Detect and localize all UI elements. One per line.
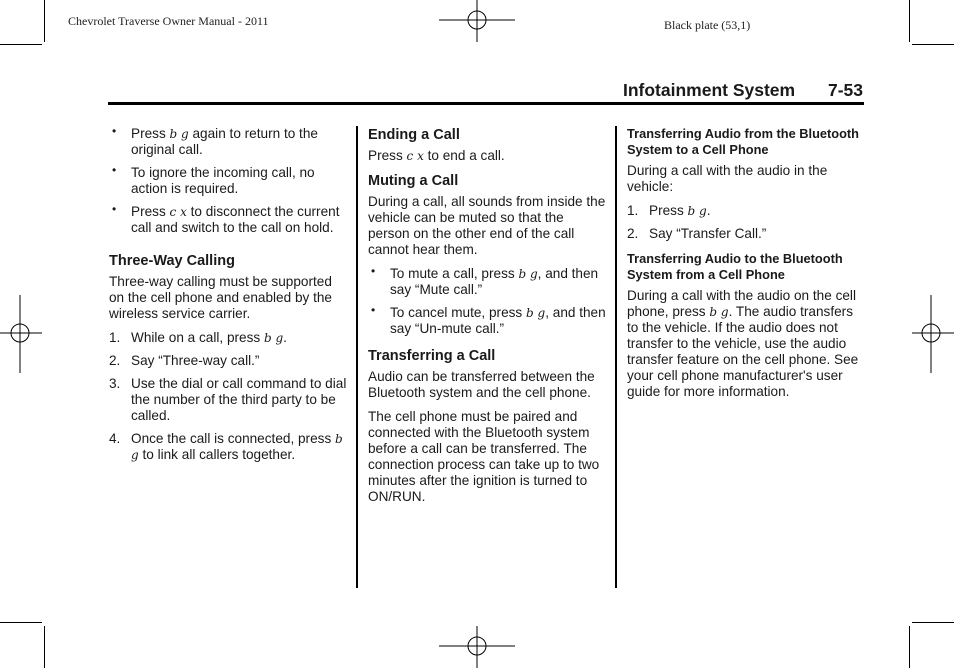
registration-mark-bottom	[437, 626, 517, 668]
crop-mark	[912, 622, 954, 623]
phone-voice-icon: b g	[263, 331, 284, 345]
plate-label: Black plate (53,1)	[664, 18, 751, 32]
crop-mark	[909, 626, 910, 668]
registration-mark-top	[437, 0, 517, 42]
phone-voice-icon: b g	[526, 306, 546, 320]
column-2	[368, 126, 606, 513]
paragraph: Press c x to end a call.	[368, 148, 505, 163]
bullet-marker: •	[112, 163, 117, 177]
end-call-icon: c x	[169, 205, 187, 219]
paragraph: During a call with the audio in the vehicle:	[627, 163, 828, 194]
header-rule	[108, 102, 864, 105]
bullet-marker: •	[371, 264, 376, 278]
paragraph: The cell phone must be paired and connected with the Bluetooth system before a call can be transferred. The connection process can take up to two minutes after the ignition is turned to ON/RUN.	[368, 409, 600, 504]
page-number: 7-53	[827, 80, 863, 100]
bullet-marker: •	[112, 124, 117, 138]
numbered-step: 1. Press b g.	[627, 203, 711, 218]
bullet-marker: •	[371, 303, 376, 317]
bullet-item: • Press c x to disconnect the current call and switch to the call on hold.	[112, 202, 340, 235]
numbered-step: 2. Say “Transfer Call.”	[627, 226, 767, 241]
heading-transferring-a-call: Transferring a Call	[368, 348, 496, 364]
section-title: Infotainment System	[622, 80, 796, 100]
heading-muting-a-call: Muting a Call	[368, 173, 459, 189]
column-divider	[615, 126, 617, 588]
crop-mark	[44, 626, 45, 668]
bullet-item: • To ignore the incoming call, no action is required.	[112, 163, 315, 196]
column-divider	[356, 126, 358, 588]
phone-voice-icon: b g	[709, 305, 729, 319]
heading-transfer-to-bluetooth: Transferring Audio to the Bluetooth System from a Cell Phone	[627, 251, 843, 282]
manual-title: Chevrolet Traverse Owner Manual - 2011	[68, 14, 269, 28]
heading-transfer-to-phone: Transferring Audio from the Bluetooth System to a Cell Phone	[627, 126, 859, 157]
bullet-item: • Press b g again to return to the original call.	[112, 124, 318, 157]
paragraph: Audio can be transferred between the Bluetooth system and the cell phone.	[368, 369, 595, 400]
paragraph: During a call with the audio on the cell phone, press b g. The audio transfers to the vehicle. If the audio does not transfer to the vehicle, use the audio transfer feature on the cell phone. See your cell phone manufacturer's user guide for more information.	[627, 288, 859, 399]
crop-mark	[0, 622, 42, 623]
phone-voice-icon: b g	[518, 267, 538, 281]
numbered-step: 1. While on a call, press b g.	[109, 330, 287, 345]
numbered-step: 3. Use the dial or call command to dial the number of the third party to be called.	[109, 376, 347, 423]
bullet-item: • To mute a call, press b g, and then say “Mute call.”	[371, 264, 599, 297]
bullet-marker: •	[112, 202, 117, 216]
page-header	[600, 80, 863, 101]
heading-ending-a-call: Ending a Call	[368, 127, 460, 143]
end-call-icon: c x	[406, 149, 424, 163]
paragraph: During a call, all sounds from inside the vehicle can be muted so that the person on the other end of the call cannot hear them.	[368, 194, 606, 257]
column-3	[627, 126, 865, 408]
numbered-step: 4. Once the call is connected, press b g to link all callers together.	[109, 431, 343, 462]
crop-mark	[909, 0, 910, 42]
registration-mark-right	[912, 295, 954, 375]
paragraph: Three-way calling must be supported on the cell phone and enabled by the wireless service carrier.	[109, 274, 332, 321]
registration-mark-left	[0, 295, 42, 375]
phone-voice-icon: b g	[687, 204, 707, 218]
column-1	[109, 126, 347, 470]
phone-voice-icon: b g	[169, 127, 189, 141]
crop-mark	[912, 44, 954, 45]
crop-mark	[44, 0, 45, 42]
phone-voice-icon: b g	[131, 432, 343, 462]
heading-three-way-calling: Three-Way Calling	[109, 253, 235, 269]
crop-mark	[0, 44, 42, 45]
numbered-step: 2. Say “Three-way call.”	[109, 353, 260, 368]
bullet-item: • To cancel mute, press b g, and then say “Un-mute call.”	[371, 303, 606, 336]
